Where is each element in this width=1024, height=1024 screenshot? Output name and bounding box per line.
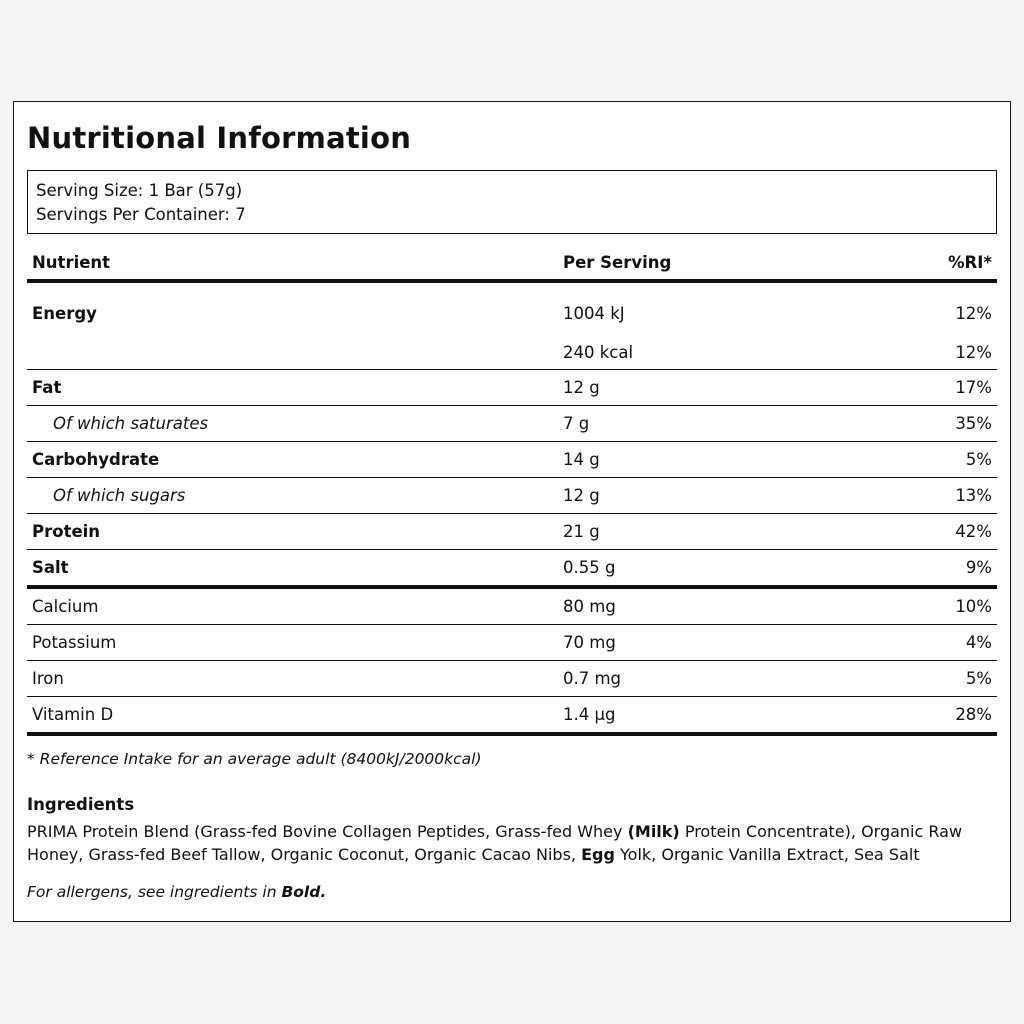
table-row-saturates [27,406,997,442]
header-per-serving: Per Serving [558,245,859,281]
allergen-note-bold: Bold. [281,883,327,901]
table-row-potassium [27,625,997,661]
header-ri: %RI* [859,245,997,281]
per-serving-value: 1.4 µg [558,697,859,735]
nutrient-label: Salt [27,550,558,588]
label-title: Nutritional Information [27,121,412,155]
nutrient-label: Protein [27,514,558,550]
ingredients-part: Protein Concentrate), Organic Raw Honey, Grass-fed Beef Tallow, Organic Coconut, Organic Cacao Nibs, [27,822,963,864]
per-serving-value: 240 kcal [558,335,859,370]
serving-info-box [27,170,997,234]
ri-value: 5% [859,442,997,478]
per-serving-value: 21 g [558,514,859,550]
allergen-egg: Egg [581,845,615,864]
table-row-fat [27,370,997,406]
ri-value: 5% [859,661,997,697]
ri-value: 42% [859,514,997,550]
allergen-milk: (Milk) [627,822,680,841]
header-nutrient: Nutrient [27,245,558,281]
ri-value: 13% [859,478,997,514]
ingredients-part: PRIMA Protein Blend (Grass-fed Bovine Collagen Peptides, Grass-fed Whey [27,822,628,841]
nutrient-label: Potassium [27,625,558,661]
ri-value: 28% [859,697,997,735]
per-serving-value: 12 g [558,478,859,514]
table-row-sugars [27,478,997,514]
per-serving-value: 70 mg [558,625,859,661]
nutrient-label: Iron [27,661,558,697]
table-row-iron [27,661,997,697]
ri-value: 17% [859,370,997,406]
servings-per-container: Servings Per Container: 7 [36,205,246,224]
per-serving-value: 80 mg [558,587,859,625]
nutrition-label [13,101,1011,922]
per-serving-value: 0.55 g [558,550,859,588]
nutrient-label: Carbohydrate [27,442,558,478]
table-row-salt [27,550,997,588]
nutrient-label: Of which saturates [27,406,558,442]
table-row-calcium [27,587,997,625]
allergen-note [27,883,997,901]
ingredients-part: Yolk, Organic Vanilla Extract, Sea Salt [614,845,920,864]
table-row-carbohydrate [27,442,997,478]
per-serving-value: 7 g [558,406,859,442]
table-row-vitamin-d [27,697,997,735]
per-serving-value: 0.7 mg [558,661,859,697]
table-row-protein [27,514,997,550]
ri-value: 12% [955,303,992,323]
nutrient-label: Vitamin D [27,697,558,735]
ri-value: 12% [859,335,997,370]
reference-intake-footnote: * Reference Intake for an average adult (8400kJ/2000kcal) [27,750,482,768]
nutrition-table [27,245,997,736]
ri-value: 4% [859,625,997,661]
per-serving-value: 12 g [558,370,859,406]
nutrient-label-empty [27,335,558,370]
nutrient-label: Of which sugars [27,478,558,514]
nutrient-label: Energy [32,303,97,323]
nutrient-label: Calcium [27,587,558,625]
nutrient-label: Fat [27,370,558,406]
per-serving-value: 14 g [558,442,859,478]
ri-value: 10% [859,587,997,625]
per-serving-value: 1004 kJ [563,303,625,323]
ri-value: 9% [859,550,997,588]
ingredients-text [27,820,997,866]
ingredients-heading: Ingredients [27,795,135,814]
serving-size: Serving Size: 1 Bar (57g) [36,181,243,200]
table-row-energy-kcal [27,335,997,370]
table-row-energy-kj [27,281,997,335]
table-header-row [27,245,997,281]
ri-value: 35% [859,406,997,442]
allergen-note-text: For allergens, see ingredients in [27,883,282,901]
